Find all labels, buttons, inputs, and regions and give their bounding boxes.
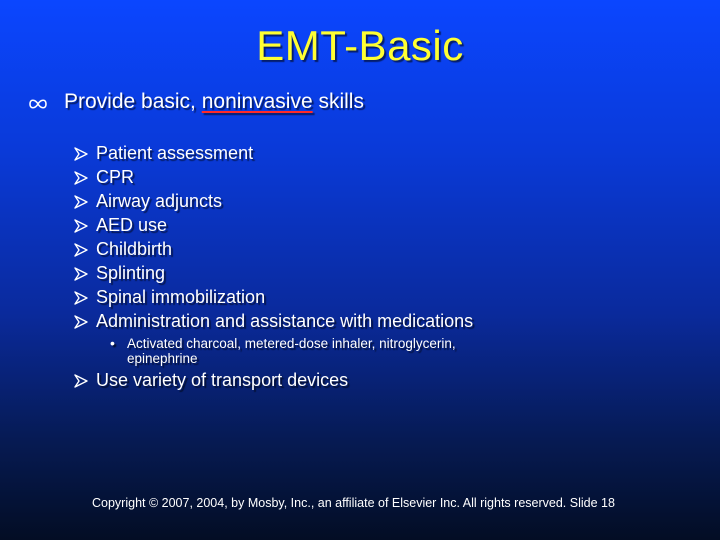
slide-title: EMT-Basic	[256, 22, 464, 69]
arrowhead-bullet-icon	[74, 219, 88, 233]
arrowhead-bullet-icon	[74, 267, 88, 281]
main-point-suffix: skills	[312, 90, 364, 113]
list-item-label: Airway adjuncts	[96, 191, 223, 211]
arrowhead-bullet-icon	[74, 147, 88, 161]
arrowhead-bullet-icon	[74, 243, 88, 257]
main-point-prefix: Provide basic,	[64, 90, 202, 113]
list-item-label: Patient assessment	[96, 143, 254, 163]
arrowhead-bullet-icon	[74, 291, 88, 305]
list-item-label: Use variety of transport devices	[96, 370, 349, 390]
main-point-underlined: noninvasive	[201, 90, 313, 113]
list-item-label: AED use	[96, 215, 168, 235]
sub-bullet: •	[110, 335, 115, 351]
sub-point-text: Activated charcoal, metered-dose inhaler, nitroglycerin, epinephrine	[127, 336, 456, 366]
list-item-label: Childbirth	[96, 239, 173, 259]
list-item-label: Spinal immobilization	[96, 287, 266, 307]
footer-copyright: Copyright © 2007, 2004, by Mosby, Inc., an affiliate of Elsevier Inc. All rights reserved. Slide 18	[92, 496, 615, 510]
arrowhead-bullet-icon	[74, 374, 88, 388]
main-point	[64, 90, 364, 114]
infinity-bullet-icon	[28, 96, 48, 112]
list-item-label: Splinting	[96, 263, 166, 283]
arrowhead-bullet-icon	[74, 315, 88, 329]
arrowhead-bullet-icon	[74, 195, 88, 209]
list-item-label: CPR	[96, 167, 135, 187]
arrowhead-bullet-icon	[74, 171, 88, 185]
list-item-label: Administration and assistance with medications	[96, 311, 474, 331]
